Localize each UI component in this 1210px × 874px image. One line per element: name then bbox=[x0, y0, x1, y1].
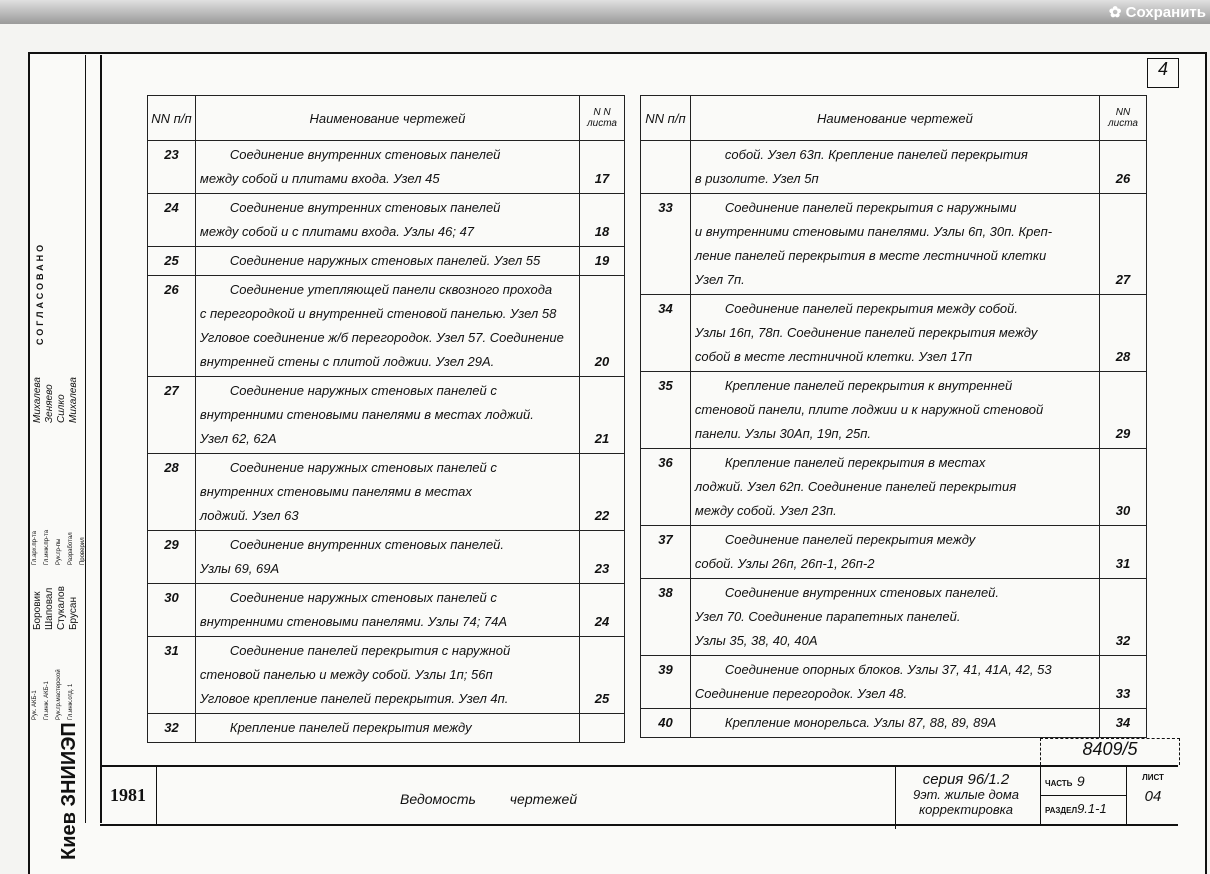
save-button[interactable]: ✿ Сохранить bbox=[1108, 4, 1206, 21]
title-line: Соединение наружных стеновых панелей. Узел 55 bbox=[229, 253, 541, 268]
title-line: Крепление панелей перекрытия между bbox=[229, 720, 472, 735]
title-line: лоджий. Узел 62п. Соединение панелей перекрытия bbox=[694, 479, 1017, 494]
table-row bbox=[641, 372, 1147, 449]
left-drawings-table bbox=[147, 95, 625, 743]
section-value: 9.1-1 bbox=[1077, 801, 1107, 816]
row-sheet: 27 bbox=[1100, 194, 1147, 295]
stamp-role: Проверил bbox=[80, 537, 86, 565]
row-sheet: 26 bbox=[1100, 141, 1147, 194]
title-line: Крепление панелей перекрытия в местах bbox=[724, 455, 986, 470]
title-line: Соединение панелей перекрытия с наружными bbox=[724, 200, 1017, 215]
title-line: Соединение панелей перекрытия между bbox=[724, 532, 976, 547]
title-line: Узлы 16п, 78п. Соединение панелей перекрытия между bbox=[694, 325, 1038, 340]
row-title bbox=[690, 449, 1099, 526]
header-name: Наименование чертежей bbox=[690, 96, 1099, 141]
row-sheet bbox=[580, 714, 625, 743]
title-line: Соединение панелей перекрытия между собой. bbox=[724, 301, 1018, 316]
part-value: 9 bbox=[1076, 773, 1085, 789]
row-sheet: 18 bbox=[580, 194, 625, 247]
row-sheet: 29 bbox=[1100, 372, 1147, 449]
row-title bbox=[195, 714, 579, 743]
section-label: РАЗДЕЛ bbox=[1045, 806, 1078, 815]
row-title bbox=[690, 656, 1099, 709]
stamp-name: Брусан bbox=[68, 597, 79, 630]
stamp-role: Гл.инж.пр-та bbox=[44, 529, 50, 565]
header-sheet: N N листа bbox=[580, 96, 625, 141]
signature: Михалева bbox=[32, 377, 43, 423]
header-name: Наименование чертежей bbox=[195, 96, 579, 141]
title-line: ление панелей перекрытия в месте лестничной клетки bbox=[694, 248, 1047, 263]
table-row bbox=[148, 454, 625, 531]
title-line: Крепление монорельса. Узлы 87, 88, 89, 89А bbox=[724, 715, 997, 730]
row-title bbox=[195, 247, 579, 276]
table-row bbox=[148, 141, 625, 194]
row-number: 40 bbox=[641, 709, 691, 738]
row-number: 24 bbox=[148, 194, 196, 247]
table-row bbox=[148, 247, 625, 276]
org-name: Киев ЗНИИЭП bbox=[58, 722, 80, 860]
title-line: Соединение внутренних стеновых панелей bbox=[229, 200, 501, 215]
table-row bbox=[641, 579, 1147, 656]
row-title bbox=[690, 141, 1099, 194]
header-number: NN п/п bbox=[148, 96, 196, 141]
part-label: ЧАСТЬ bbox=[1045, 779, 1073, 788]
title-line: Узлы 35, 38, 40, 40А bbox=[694, 633, 818, 648]
title-line: панели. Узлы 30Ап, 19п, 25п. bbox=[694, 426, 872, 441]
title-line: Соединение утепляющей панели сквозного прохода bbox=[229, 282, 553, 297]
title-line: Узлы 69, 69А bbox=[199, 561, 280, 576]
stamp-role: Гл.арх.пр-та bbox=[32, 531, 38, 565]
row-sheet: 19 bbox=[580, 247, 625, 276]
save-label: Сохранить bbox=[1125, 4, 1206, 21]
table-row bbox=[641, 449, 1147, 526]
sheet-label: ЛИСТ bbox=[1142, 773, 1164, 782]
row-sheet: 24 bbox=[580, 584, 625, 637]
row-number: 27 bbox=[148, 377, 196, 454]
title-line: собой в месте лестничной клетки. Узел 17п bbox=[694, 349, 973, 364]
row-title bbox=[195, 531, 579, 584]
row-number: 33 bbox=[641, 194, 691, 295]
agreed-label: СОГЛАСОВАНО bbox=[35, 241, 45, 345]
table-row bbox=[641, 526, 1147, 579]
approval-stamp bbox=[30, 55, 102, 860]
row-title bbox=[690, 295, 1099, 372]
row-title bbox=[690, 579, 1099, 656]
title-line: Крепление панелей перекрытия к внутренней bbox=[724, 378, 1013, 393]
title-line: Узел 62, 62А bbox=[199, 431, 277, 446]
title-line: между собой и плитами входа. Узел 45 bbox=[199, 171, 440, 186]
stamp-name: Стукалов bbox=[56, 586, 67, 630]
row-sheet: 28 bbox=[1100, 295, 1147, 372]
title-line: Узел 7п. bbox=[694, 272, 745, 287]
row-sheet: 32 bbox=[1100, 579, 1147, 656]
title-line: Соединение панелей перекрытия с наружной bbox=[229, 643, 511, 658]
title-line: Соединение наружных стеновых панелей с bbox=[229, 460, 497, 475]
row-title bbox=[195, 194, 579, 247]
row-sheet: 23 bbox=[580, 531, 625, 584]
title-line: лоджий. Узел 63 bbox=[199, 508, 299, 523]
row-number: 29 bbox=[148, 531, 196, 584]
table-row bbox=[148, 377, 625, 454]
row-title bbox=[195, 637, 579, 714]
signature: Силко bbox=[56, 394, 67, 423]
title-block bbox=[100, 765, 1178, 826]
table-header bbox=[641, 96, 1147, 141]
row-number bbox=[641, 141, 691, 194]
year: 1981 bbox=[100, 767, 157, 824]
signature: Зеняево bbox=[44, 384, 55, 423]
desc-line-2: корректировка bbox=[918, 802, 1013, 817]
table-row bbox=[641, 709, 1147, 738]
title-line: Соединение перегородок. Узел 48. bbox=[694, 686, 908, 701]
title-line: в ризолите. Узел 5п bbox=[694, 171, 819, 186]
stamp-role: Рук.гр-пы bbox=[56, 538, 62, 565]
row-number: 38 bbox=[641, 579, 691, 656]
table-row bbox=[641, 141, 1147, 194]
row-title bbox=[195, 276, 579, 377]
document-code: 8409/5 bbox=[1040, 738, 1180, 765]
row-title bbox=[690, 194, 1099, 295]
title-line: стеновой панелью и между собой. Узлы 1п; 56п bbox=[199, 667, 493, 682]
table-row bbox=[641, 295, 1147, 372]
stamp-name: Боровик bbox=[32, 591, 43, 630]
title-line: собой. Узел 63п. Крепление панелей перекрытия bbox=[724, 147, 1028, 162]
title-line: внутренними стеновыми панелями. Узлы 74; 74А bbox=[199, 614, 508, 629]
table-row bbox=[148, 637, 625, 714]
title-line: внутренней стены с плитой лоджии. Узел 29А. bbox=[199, 354, 495, 369]
row-number: 39 bbox=[641, 656, 691, 709]
viewer-toolbar bbox=[0, 0, 1210, 24]
signature: Михалева bbox=[68, 377, 79, 423]
title-line: собой. Узлы 26п, 26п-1, 26п-2 bbox=[694, 556, 875, 571]
row-sheet: 21 bbox=[580, 377, 625, 454]
row-sheet: 20 bbox=[580, 276, 625, 377]
stamp-role: Рук.гр.мастерской bbox=[56, 669, 62, 720]
stamp-role: Гл.инж.отд. 1 bbox=[68, 683, 74, 720]
title-line: и внутренними стеновыми панелями. Узлы 6п, 30п. Креп- bbox=[694, 224, 1053, 239]
header-sheet: NN листа bbox=[1100, 96, 1147, 141]
table-row bbox=[148, 531, 625, 584]
row-title bbox=[690, 372, 1099, 449]
row-number: 36 bbox=[641, 449, 691, 526]
row-number: 25 bbox=[148, 247, 196, 276]
table-row bbox=[641, 194, 1147, 295]
row-sheet: 33 bbox=[1100, 656, 1147, 709]
row-title bbox=[195, 141, 579, 194]
title-line: Узел 70. Соединение парапетных панелей. bbox=[694, 609, 961, 624]
row-number: 30 bbox=[148, 584, 196, 637]
table-header bbox=[148, 96, 625, 141]
row-number: 26 bbox=[148, 276, 196, 377]
title-line: стеновой панели, плите лоджии и к наружной стеновой bbox=[694, 402, 1044, 417]
row-number: 32 bbox=[148, 714, 196, 743]
table-row bbox=[641, 656, 1147, 709]
drawing-title: Ведомость чертежей bbox=[400, 791, 578, 807]
title-line: внутренними стеновыми панелями в местах лоджий. bbox=[199, 407, 534, 422]
title-line: Соединение наружных стеновых панелей с bbox=[229, 590, 497, 605]
row-title bbox=[195, 377, 579, 454]
title-line: Соединение наружных стеновых панелей с bbox=[229, 383, 497, 398]
row-sheet: 17 bbox=[580, 141, 625, 194]
title-line: Соединение внутренних стеновых панелей. bbox=[229, 537, 505, 552]
row-number: 31 bbox=[148, 637, 196, 714]
title-line: Соединение опорных блоков. Узлы 37, 41, 41А, 42, 53 bbox=[724, 662, 1052, 677]
row-number: 34 bbox=[641, 295, 691, 372]
title-line: Соединение внутренних стеновых панелей. bbox=[724, 585, 1000, 600]
row-sheet: 34 bbox=[1100, 709, 1147, 738]
row-sheet: 25 bbox=[580, 637, 625, 714]
right-drawings-table bbox=[640, 95, 1147, 738]
title-line: между собой. Узел 23п. bbox=[694, 503, 837, 518]
table-row bbox=[148, 276, 625, 377]
row-sheet: 30 bbox=[1100, 449, 1147, 526]
row-number: 28 bbox=[148, 454, 196, 531]
row-title bbox=[195, 454, 579, 531]
header-number: NN п/п bbox=[641, 96, 691, 141]
series: серия 96/1.2 bbox=[922, 771, 1010, 788]
row-number: 23 bbox=[148, 141, 196, 194]
title-line: Соединение внутренних стеновых панелей bbox=[229, 147, 501, 162]
stamp-role: Рук. АКБ-1 bbox=[32, 690, 38, 720]
row-sheet: 22 bbox=[580, 454, 625, 531]
row-title bbox=[690, 709, 1099, 738]
title-line: Угловое соединение ж/б перегородок. Узел 57. Соединение bbox=[199, 330, 564, 345]
stamp-name: Шаповал bbox=[44, 587, 55, 630]
table-row bbox=[148, 714, 625, 743]
row-number: 35 bbox=[641, 372, 691, 449]
desc-line-1: 9эт. жилые дома bbox=[913, 787, 1019, 802]
row-sheet: 31 bbox=[1100, 526, 1147, 579]
stamp-role: Гл.инж. АКБ-1 bbox=[44, 681, 50, 720]
page-number: 4 bbox=[1147, 58, 1179, 88]
title-line: Угловое крепление панелей перекрытия. Узел 4п. bbox=[199, 691, 509, 706]
table-row bbox=[148, 194, 625, 247]
row-title bbox=[690, 526, 1099, 579]
title-line: между собой и с плитами входа. Узлы 46; 47 bbox=[199, 224, 475, 239]
table-row bbox=[148, 584, 625, 637]
sheet-value: 04 bbox=[1144, 788, 1162, 805]
title-line: внутренних стеновыми панелями в местах bbox=[199, 484, 472, 499]
row-title bbox=[195, 584, 579, 637]
stamp-role: Разработал bbox=[68, 532, 74, 565]
row-number: 37 bbox=[641, 526, 691, 579]
title-line: с перегородкой и внутренней стеновой панелью. Узел 58 bbox=[199, 306, 557, 321]
